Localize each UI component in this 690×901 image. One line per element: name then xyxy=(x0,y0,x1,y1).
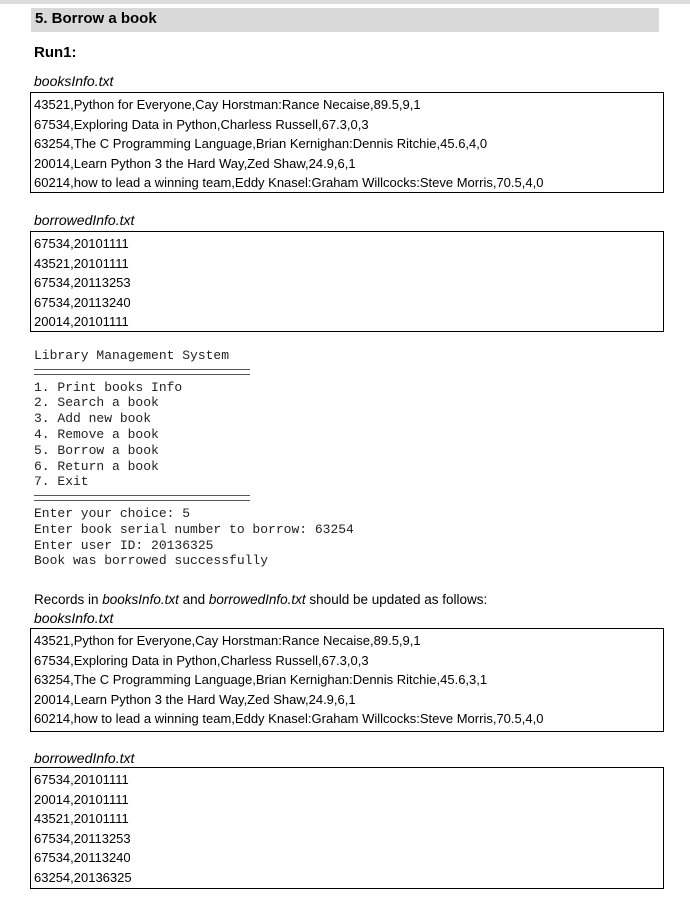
prompt-choice: Enter your choice: 5 xyxy=(34,505,191,521)
menu-item: 1. Print books Info xyxy=(34,379,183,395)
borrowed-row: 63254,20136325 xyxy=(34,869,132,885)
borrowed-row: 20014,20101111 xyxy=(34,791,129,807)
books-row: 43521,Python for Everyone,Cay Horstman:Rance Necaise,89.5,9,1 xyxy=(34,633,421,648)
borrowed-row: 67534,20101111 xyxy=(34,236,129,251)
menu-item: 3. Add new book xyxy=(34,411,152,427)
books-row: 20014,Learn Python 3 the Hard Way,Zed Shaw,24.9,6,1 xyxy=(34,691,356,707)
books-row: 43521,Python for Everyone,Cay Horstman:Rance Necaise,89.5,9,1 xyxy=(34,97,421,112)
borrowed-row: 67534,20113253 xyxy=(34,275,131,290)
menu-item: 5. Borrow a book xyxy=(34,442,159,458)
books-file-label-before: booksInfo.txt xyxy=(34,73,114,89)
borrowed-row: 67534,20113240 xyxy=(34,294,131,310)
console-separator xyxy=(34,490,354,506)
prompt-serial: Enter book serial number to borrow: 63254 xyxy=(34,521,354,537)
records-note-file1: booksInfo.txt xyxy=(102,592,179,607)
books-row: 20014,Learn Python 3 the Hard Way,Zed Shaw,24.9,6,1 xyxy=(34,155,356,171)
books-row: 67534,Exploring Data in Python,Charless Russell,67.3,0,3 xyxy=(34,116,369,132)
borrowed-row: 43521,20101111 xyxy=(34,811,129,826)
section-heading-bar xyxy=(31,8,659,32)
console-title: Library Management System xyxy=(34,348,230,363)
console-output xyxy=(34,348,354,569)
prompt-user: Enter user ID: 20136325 xyxy=(34,537,214,553)
menu-item: 2. Search a book xyxy=(34,395,159,411)
borrowed-file-label-after: borrowedInfo.txt xyxy=(34,750,135,766)
books-file-label-after: booksInfo.txt xyxy=(34,610,114,626)
books-row: 60214,how to lead a winning team,Eddy Knasel:Graham Willcocks:Steve Morris,70.5,4,0 xyxy=(34,711,544,726)
menu-item: 6. Return a book xyxy=(34,458,159,474)
borrowed-row: 67534,20113240 xyxy=(34,850,131,865)
books-row: 63254,The C Programming Language,Brian Kernighan:Dennis Ritchie,45.6,4,0 xyxy=(34,136,488,151)
borrowed-row: 43521,20101111 xyxy=(34,255,129,271)
records-note-file2: borrowedInfo.txt xyxy=(208,592,306,607)
books-file-box-after xyxy=(30,628,664,732)
menu-item: 4. Remove a book xyxy=(34,426,159,442)
console-separator xyxy=(34,364,354,380)
books-row: 60214,how to lead a winning team,Eddy Knasel:Graham Willcocks:Steve Morris,70.5,4,0 xyxy=(34,175,544,190)
borrowed-file-box-before xyxy=(30,231,664,332)
borrowed-file-box-after xyxy=(30,767,664,889)
borrowed-row: 67534,20113253 xyxy=(34,830,131,846)
top-rule xyxy=(0,0,690,4)
borrowed-row: 67534,20101111 xyxy=(34,772,129,787)
console-result: Book was borrowed successfully xyxy=(34,553,269,569)
records-note-part3: should be updated as follows: xyxy=(305,592,488,607)
run-label: Run1: xyxy=(34,44,77,61)
borrowed-file-label-before: borrowedInfo.txt xyxy=(34,212,135,228)
books-row: 67534,Exploring Data in Python,Charless Russell,67.3,0,3 xyxy=(34,652,369,668)
records-note-part1: Records in xyxy=(34,592,103,607)
borrowed-row: 20014,20101111 xyxy=(34,314,129,329)
books-file-box-before xyxy=(30,92,664,193)
records-note xyxy=(34,592,487,607)
records-note-part2: and xyxy=(178,592,209,607)
menu-item: 7. Exit xyxy=(34,474,89,490)
section-heading: 5. Borrow a book xyxy=(35,10,157,27)
books-row: 63254,The C Programming Language,Brian Kernighan:Dennis Ritchie,45.6,3,1 xyxy=(34,672,488,687)
